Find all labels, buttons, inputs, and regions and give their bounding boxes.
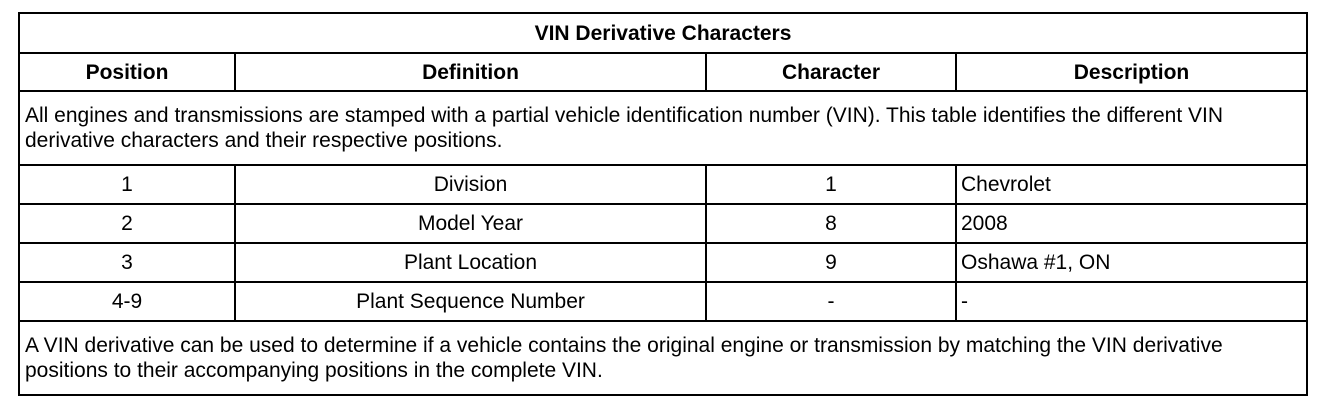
cell-description: - [956, 282, 1307, 321]
header-character: Character [706, 53, 956, 91]
table-row [19, 204, 1307, 243]
cell-definition: Plant Sequence Number [235, 282, 706, 321]
cell-position: 4-9 [19, 282, 235, 321]
table-title-row [19, 13, 1307, 53]
cell-character: 1 [706, 165, 956, 204]
cell-position: 3 [19, 243, 235, 282]
footer-note: A VIN derivative can be used to determine if a vehicle contains the original engine or transmission by matching the VIN derivative positions to their accompanying positions in the complete VIN. [19, 321, 1307, 395]
cell-character: - [706, 282, 956, 321]
table-title: VIN Derivative Characters [19, 13, 1307, 53]
cell-description: Oshawa #1, ON [956, 243, 1307, 282]
header-description: Description [956, 53, 1307, 91]
cell-description: Chevrolet [956, 165, 1307, 204]
cell-description: 2008 [956, 204, 1307, 243]
header-position: Position [19, 53, 235, 91]
table-row [19, 165, 1307, 204]
header-definition: Definition [235, 53, 706, 91]
intro-note: All engines and transmissions are stamped with a partial vehicle identification number (VIN). This table identifies the different VIN derivative characters and their respective positions. [19, 91, 1307, 165]
vin-derivative-table [18, 12, 1308, 396]
intro-note-row [19, 91, 1307, 165]
table-row [19, 243, 1307, 282]
table-header-row [19, 53, 1307, 91]
cell-position: 2 [19, 204, 235, 243]
cell-character: 8 [706, 204, 956, 243]
cell-definition: Plant Location [235, 243, 706, 282]
cell-position: 1 [19, 165, 235, 204]
table-row [19, 282, 1307, 321]
cell-character: 9 [706, 243, 956, 282]
footer-note-row [19, 321, 1307, 395]
cell-definition: Model Year [235, 204, 706, 243]
cell-definition: Division [235, 165, 706, 204]
